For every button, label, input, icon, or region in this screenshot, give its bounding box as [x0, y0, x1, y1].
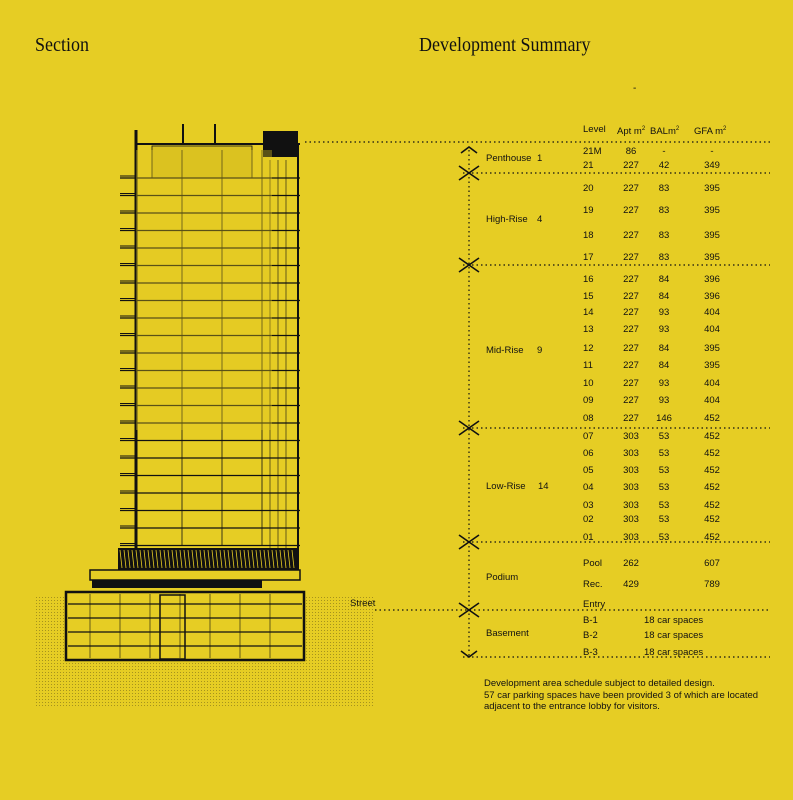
cell-gfa: 396	[704, 274, 720, 285]
cell-gfa: 452	[704, 465, 720, 476]
cell-level: B-3	[583, 647, 598, 658]
cell-level: 19	[583, 205, 594, 216]
cell-gfa: 452	[704, 532, 720, 543]
cell-level: 07	[583, 431, 594, 442]
cell-gfa: 404	[704, 307, 720, 318]
cell-apt: 303	[623, 514, 639, 525]
cell-level: Entry	[583, 599, 606, 610]
cell-apt: 227	[623, 395, 639, 406]
tower-section	[90, 124, 300, 588]
cell-apt: 227	[623, 343, 639, 354]
cell-bal: 53	[658, 514, 670, 525]
cell-gfa: 404	[704, 324, 720, 335]
group-count: 4	[537, 214, 543, 225]
cell-level: 16	[583, 274, 594, 285]
cell-apt: 227	[623, 324, 639, 335]
cell-apt: 303	[623, 448, 639, 459]
cell-level: Pool	[583, 558, 603, 569]
cell-gfa: 452	[704, 514, 720, 525]
cell-bal: 53	[658, 465, 670, 476]
cell-apt: 227	[623, 307, 639, 318]
group-name: Podium	[486, 572, 519, 583]
street-label: Street	[350, 598, 376, 609]
cell-level: 20	[583, 183, 594, 194]
cell-gfa: 395	[704, 252, 720, 263]
cell-gfa: 349	[704, 160, 720, 171]
cell-gfa: 395	[704, 360, 720, 371]
cell-gfa: 452	[704, 448, 720, 459]
summary-title: Development Summary	[419, 34, 591, 56]
cell-gfa: -	[710, 146, 714, 157]
cell-bal: 93	[658, 324, 670, 335]
cell-bal: 53	[658, 431, 670, 442]
cell-apt: 262	[623, 558, 639, 569]
group-name: Penthouse	[486, 153, 532, 164]
upper-glazing	[136, 150, 272, 430]
cell-gfa: 396	[704, 291, 720, 302]
cell-level: 02	[583, 514, 594, 525]
cell-level: 08	[583, 413, 594, 424]
cell-apt: 227	[623, 274, 639, 285]
cell-apt: 227	[623, 360, 639, 371]
podium-slab	[92, 580, 262, 588]
cell-gfa: 789	[704, 579, 720, 590]
cell-level: 14	[583, 307, 594, 318]
cell-apt: 303	[623, 431, 639, 442]
cell-apt: 227	[623, 205, 639, 216]
cell-level: B-1	[583, 615, 598, 626]
cell-bal: 83	[658, 252, 670, 263]
cell-level: 21	[583, 160, 594, 171]
cell-apt: 303	[623, 482, 639, 493]
cell-apt: 227	[623, 183, 639, 194]
cell-level: 10	[583, 378, 594, 389]
cell-bal: 93	[658, 378, 670, 389]
cell-bal: 18 car spaces	[644, 630, 704, 641]
stray-mark: -	[633, 83, 637, 94]
cell-apt: 86	[625, 146, 637, 157]
cell-bal: 42	[658, 160, 670, 171]
cell-level: 11	[583, 360, 593, 371]
cell-bal: -	[662, 146, 666, 157]
cell-bal: 18 car spaces	[644, 647, 704, 658]
cell-level: 06	[583, 448, 594, 459]
cell-level: 03	[583, 500, 594, 511]
cell-bal: 146	[656, 413, 672, 424]
group-count: 14	[538, 481, 549, 492]
group-count: 1	[537, 153, 543, 164]
cell-level: Rec.	[583, 579, 603, 590]
cell-bal: 53	[658, 532, 670, 543]
cell-apt: 227	[623, 378, 639, 389]
cell-bal: 53	[658, 482, 670, 493]
cell-level: 18	[583, 230, 594, 241]
cell-bal: 18 car spaces	[644, 615, 704, 626]
cell-gfa: 452	[704, 431, 720, 442]
group-name: Mid-Rise	[486, 345, 524, 356]
group-name: High-Rise	[486, 214, 528, 225]
cell-level: 01	[583, 532, 594, 543]
header-gfa: GFA $m^2$	[694, 126, 727, 138]
cell-bal: 93	[658, 395, 670, 406]
cell-level: 17	[583, 252, 594, 263]
cell-bal: 93	[658, 307, 670, 318]
cell-gfa: 452	[704, 413, 720, 424]
section-title: Section	[35, 34, 89, 56]
cell-level: 13	[583, 324, 594, 335]
cell-level: B-2	[583, 630, 598, 641]
cell-gfa: 452	[704, 500, 720, 511]
cell-apt: 303	[623, 465, 639, 476]
cell-bal: 84	[658, 360, 670, 371]
cell-apt: 227	[623, 413, 639, 424]
group-count: 9	[537, 345, 543, 356]
cell-apt: 429	[623, 579, 639, 590]
cell-apt: 227	[623, 160, 639, 171]
cell-apt: 227	[623, 252, 639, 263]
cell-level: 21M	[583, 146, 602, 157]
cell-bal: 84	[658, 291, 670, 302]
cell-level: 12	[583, 343, 594, 354]
cell-bal: 84	[658, 343, 670, 354]
note-line: 57 car parking spaces have been provided 3 of which are located	[484, 689, 759, 701]
cell-gfa: 395	[704, 183, 720, 194]
notes	[484, 678, 784, 713]
cell-gfa: 395	[704, 205, 720, 216]
cell-level: 09	[583, 395, 594, 406]
cell-bal: 83	[658, 230, 670, 241]
podium-deck	[90, 570, 300, 580]
cell-gfa: 607	[704, 558, 720, 569]
note-line: Development area schedule subject to detailed design.	[484, 678, 715, 689]
cell-gfa: 452	[704, 482, 720, 493]
cell-level: 05	[583, 465, 594, 476]
cell-level: 04	[583, 482, 594, 493]
cell-apt: 303	[623, 500, 639, 511]
cell-level: 15	[583, 291, 594, 302]
header-level: Level	[583, 124, 606, 135]
cell-gfa: 395	[704, 230, 720, 241]
group-name: Low-Rise	[486, 481, 526, 492]
note-line: adjacent to the entrance lobby for visitors.	[484, 701, 660, 712]
header-bal: BALm$^2$	[650, 126, 680, 138]
cell-apt: 227	[623, 291, 639, 302]
header-apt: Apt $m^2$	[617, 126, 646, 138]
cell-bal: 84	[658, 274, 670, 285]
cell-bal: 53	[658, 448, 670, 459]
cell-bal: 83	[658, 183, 670, 194]
cell-gfa: 404	[704, 378, 720, 389]
cell-gfa: 395	[704, 343, 720, 354]
cell-apt: 303	[623, 532, 639, 543]
cell-gfa: 404	[704, 395, 720, 406]
cell-bal: 83	[658, 205, 670, 216]
cell-bal: 53	[658, 500, 670, 511]
group-name: Basement	[486, 628, 529, 639]
cell-apt: 227	[623, 230, 639, 241]
